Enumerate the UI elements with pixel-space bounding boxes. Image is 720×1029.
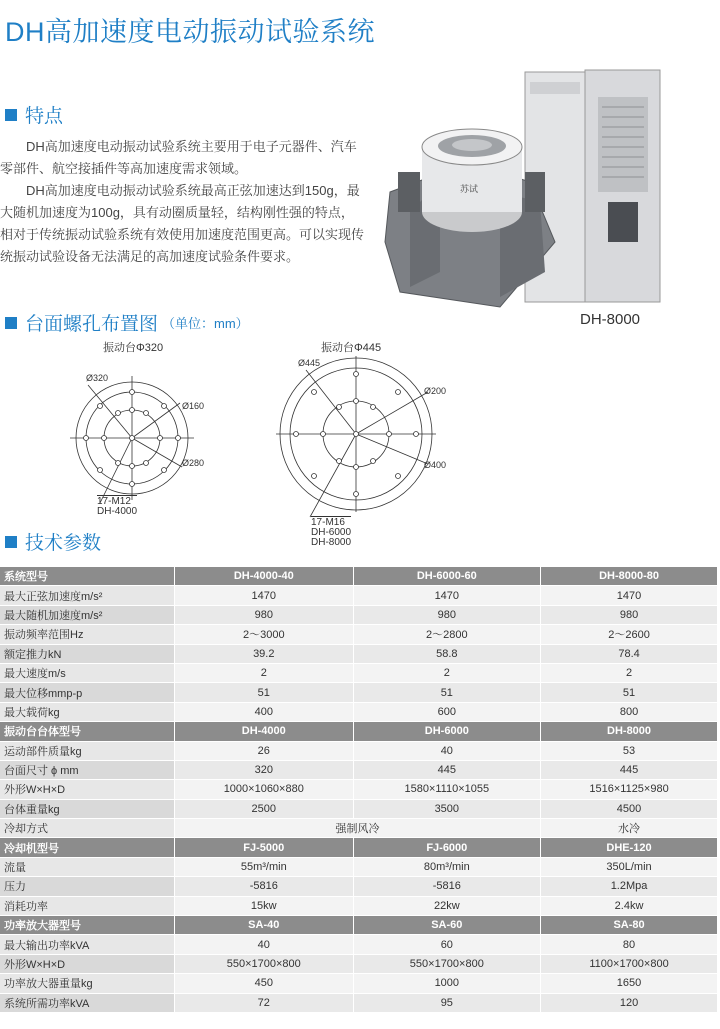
table-row — [0, 935, 718, 954]
features-heading: 特点 — [5, 101, 63, 128]
section-marker-icon — [5, 317, 17, 329]
cell-value: -5816 — [353, 877, 541, 896]
diagram-1-note: 17-M12 DH-4000 — [97, 496, 138, 517]
row-label: 流量 — [0, 857, 175, 876]
section-marker-icon — [5, 109, 17, 121]
row-label: 功率放大器重量kg — [0, 974, 175, 993]
cell-value: 1470 — [175, 586, 354, 605]
cell-value: DH-6000-60 — [353, 567, 541, 586]
cell-value: 550×1700×800 — [353, 954, 541, 973]
spec-table — [0, 567, 718, 1013]
cell-value: 800 — [541, 702, 718, 721]
cell-value: DH-8000-80 — [541, 567, 718, 586]
cell-value: 51 — [541, 683, 718, 702]
table-row — [0, 683, 718, 702]
row-label: 最大输出功率kVA — [0, 935, 175, 954]
cell-value: 26 — [175, 741, 354, 760]
layout-heading: 台面螺孔布置图 （单位：mm） — [5, 309, 249, 336]
cell-value: DH-4000 — [175, 722, 354, 741]
cell-value: 2 — [175, 663, 354, 682]
cell-value: 95 — [353, 993, 541, 1012]
table-row — [0, 741, 718, 760]
features-text — [0, 136, 365, 268]
cell-value: FJ-6000 — [353, 838, 541, 857]
cell-value: 2500 — [175, 799, 354, 818]
cell-value: 强制风冷 — [175, 819, 541, 838]
cell-value: 55m³/min — [175, 857, 354, 876]
row-label: 消耗功率 — [0, 896, 175, 915]
cell-value: 1516×1125×980 — [541, 780, 718, 799]
row-label: 冷却方式 — [0, 819, 175, 838]
row-label: 最大位移mmp-p — [0, 683, 175, 702]
table-row — [0, 993, 718, 1012]
cell-value: 78.4 — [541, 644, 718, 663]
cell-value: DH-6000 — [353, 722, 541, 741]
cell-value: 40 — [175, 935, 354, 954]
table-row — [0, 702, 718, 721]
table-header-row — [0, 916, 718, 935]
row-label: 运动部件质量kg — [0, 741, 175, 760]
cell-value: 水冷 — [541, 819, 718, 838]
table-header-row — [0, 722, 718, 741]
row-label: 最大载荷kg — [0, 702, 175, 721]
row-label: 外形W×H×D — [0, 780, 175, 799]
product-photo — [380, 62, 665, 317]
table-row — [0, 605, 718, 624]
spec-heading: 技术参数 — [5, 528, 101, 555]
row-label: 外形W×H×D — [0, 954, 175, 973]
row-label: 台体重量kg — [0, 799, 175, 818]
diagram-1-title: 振动台Φ320 — [103, 342, 164, 354]
cell-value: 445 — [541, 760, 718, 779]
photo-caption: DH-8000 — [580, 311, 641, 328]
table-row — [0, 954, 718, 973]
table-header-row — [0, 838, 718, 857]
cell-value: 1650 — [541, 974, 718, 993]
cell-value: DH-8000 — [541, 722, 718, 741]
cell-value: 1000 — [353, 974, 541, 993]
cell-value: 4500 — [541, 799, 718, 818]
row-label: 额定推力kN — [0, 644, 175, 663]
cell-value: 1580×1110×1055 — [353, 780, 541, 799]
features-paragraph-2: DH高加速度电动振动试验系统最高正弦加速达到150g，最大随机加速度为100g，具有动圈质量轻，结构刚性强的特点，相对于传统振动试验系统有效使用加速度范围更高。可以实现传统振动试验设备无法满足的高加速度试验条件要求。 — [0, 183, 365, 264]
dim-label: Ø400 — [424, 460, 447, 470]
cell-value: 2.4kw — [541, 896, 718, 915]
cell-value: 600 — [353, 702, 541, 721]
table-header-row — [0, 567, 718, 586]
features-paragraph-1: DH高加速度电动振动试验系统主要用于电子元器件、汽车零部件、航空接插件等高加速度需求领域。 — [0, 139, 357, 176]
cell-value: 2～2800 — [353, 625, 541, 644]
diagram-2-note: 17-M16 DH-6000 DH-8000 — [311, 517, 352, 548]
cell-value: 2～2600 — [541, 625, 718, 644]
cell-value: 60 — [353, 935, 541, 954]
table-row — [0, 974, 718, 993]
table-row — [0, 644, 718, 663]
cell-value: 80m³/min — [353, 857, 541, 876]
table-row — [0, 780, 718, 799]
cell-value: FJ-5000 — [175, 838, 354, 857]
dim-label: Ø160 — [182, 401, 205, 411]
row-label: 振动频率范围Hz — [0, 625, 175, 644]
page-title: DH高加速度电动振动试验系统 — [5, 17, 375, 47]
dim-label: Ø280 — [182, 458, 205, 468]
cell-value: 1.2Mpa — [541, 877, 718, 896]
cell-value: 980 — [541, 605, 718, 624]
cell-value: 72 — [175, 993, 354, 1012]
cell-value: 1470 — [353, 586, 541, 605]
cell-value: 400 — [175, 702, 354, 721]
row-label: 功率放大器型号 — [0, 916, 175, 935]
table-row — [0, 760, 718, 779]
cell-value: 1000×1060×880 — [175, 780, 354, 799]
cell-value: 40 — [353, 741, 541, 760]
table-row — [0, 877, 718, 896]
cell-value: 58.8 — [353, 644, 541, 663]
cell-value: SA-60 — [353, 916, 541, 935]
table-row — [0, 896, 718, 915]
cell-value: SA-80 — [541, 916, 718, 935]
bolt-hole-diagram-320 — [60, 355, 220, 515]
cell-value: 39.2 — [175, 644, 354, 663]
cell-value: DHE-120 — [541, 838, 718, 857]
diagram-2-title: 振动台Φ445 — [321, 342, 382, 354]
cell-value: 445 — [353, 760, 541, 779]
cell-value: 320 — [175, 760, 354, 779]
cell-value: 120 — [541, 993, 718, 1012]
cell-value: 2 — [353, 663, 541, 682]
cell-value: 3500 — [353, 799, 541, 818]
cell-value: 2 — [541, 663, 718, 682]
cell-value: 15kw — [175, 896, 354, 915]
table-row — [0, 586, 718, 605]
row-label: 冷却机型号 — [0, 838, 175, 857]
cell-value: 51 — [353, 683, 541, 702]
cell-value: 980 — [353, 605, 541, 624]
photo-logo: 苏试 — [460, 185, 479, 195]
cell-value: 350L/min — [541, 857, 718, 876]
row-label: 最大随机加速度m/s² — [0, 605, 175, 624]
cell-value: -5816 — [175, 877, 354, 896]
row-label: 台面尺寸 ϕ mm — [0, 760, 175, 779]
dim-label: Ø445 — [298, 358, 321, 368]
cell-value: 2～3000 — [175, 625, 354, 644]
cell-value: 22kw — [353, 896, 541, 915]
cell-value: 53 — [541, 741, 718, 760]
cell-value: 80 — [541, 935, 718, 954]
row-label: 振动台台体型号 — [0, 722, 175, 741]
cell-value: DH-4000-40 — [175, 567, 354, 586]
dim-label: Ø200 — [424, 386, 447, 396]
cell-value: 51 — [175, 683, 354, 702]
section-marker-icon — [5, 536, 17, 548]
table-row — [0, 819, 718, 838]
dim-label: Ø320 — [86, 373, 109, 383]
cell-value: 1100×1700×800 — [541, 954, 718, 973]
bolt-hole-diagram-445 — [268, 352, 458, 522]
cell-value: 550×1700×800 — [175, 954, 354, 973]
cell-value: 1470 — [541, 586, 718, 605]
row-label: 最大正弦加速度m/s² — [0, 586, 175, 605]
table-row — [0, 625, 718, 644]
row-label: 系统所需功率kVA — [0, 993, 175, 1012]
table-row — [0, 857, 718, 876]
table-row — [0, 663, 718, 682]
row-label: 压力 — [0, 877, 175, 896]
table-row — [0, 799, 718, 818]
cell-value: SA-40 — [175, 916, 354, 935]
cell-value: 980 — [175, 605, 354, 624]
row-label: 最大速度m/s — [0, 663, 175, 682]
row-label: 系统型号 — [0, 567, 175, 586]
cell-value: 450 — [175, 974, 354, 993]
